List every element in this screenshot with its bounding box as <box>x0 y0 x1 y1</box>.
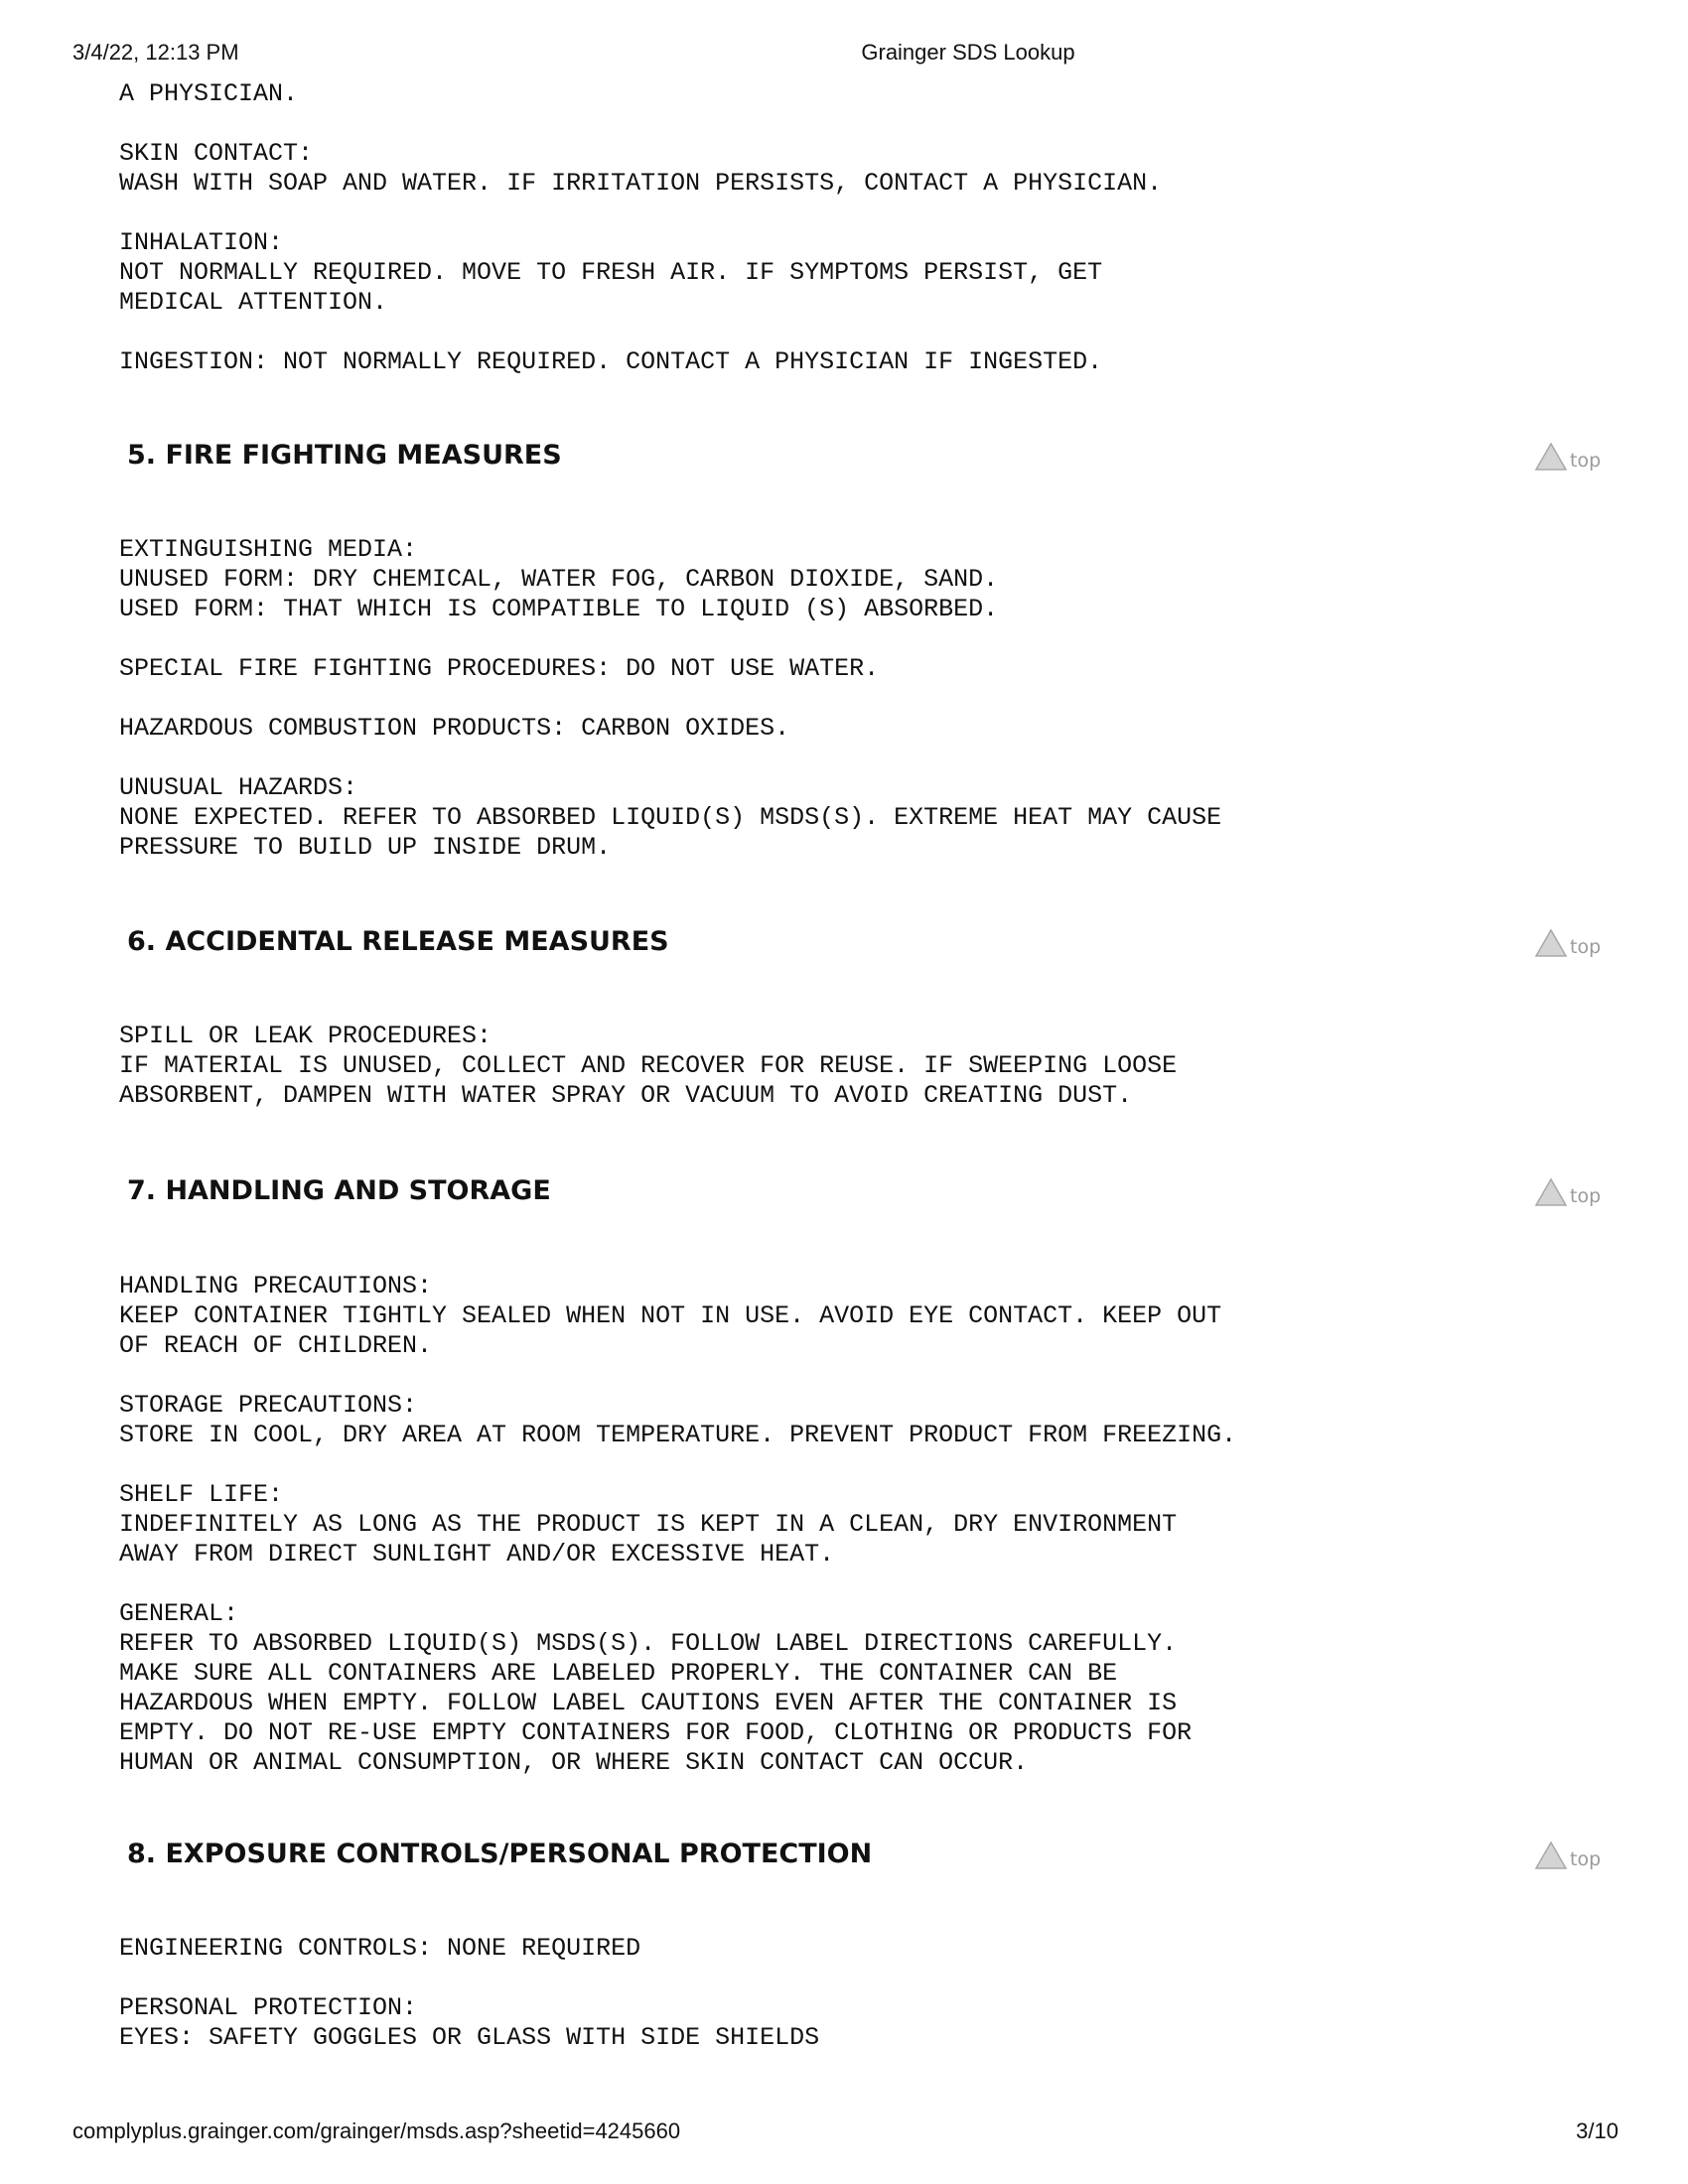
section-title-handling-storage: 7. HANDLING AND STORAGE <box>127 1175 551 1206</box>
back-to-top-label: top <box>1570 450 1602 472</box>
back-to-top-label: top <box>1570 936 1602 958</box>
triangle-up-icon <box>1534 928 1568 958</box>
section-title-accidental-release: 6. ACCIDENTAL RELEASE MEASURES <box>127 926 669 957</box>
section-title-exposure-controls: 8. EXPOSURE CONTROLS/PERSONAL PROTECTION <box>127 1839 873 1869</box>
back-to-top-link-8[interactable] <box>1534 1838 1604 1873</box>
print-footer-page-number: 3/10 <box>1576 2118 1618 2143</box>
section-body-fire-fighting: EXTINGUISHING MEDIA: UNUSED FORM: DRY CHEMICAL, WATER FOG, CARBON DIOXIDE, SAND. USED FORM: THAT WHICH IS COMPATIBLE TO LIQUID (S) ABSORBED. SPECIAL FIRE FIGHTING PROCEDURES: DO NOT USE WATER. HAZARDOUS COMBUSTION PRODUCTS: CARBON OXIDES. UNUSUAL HAZARDS: NONE EXPECTED. REFER TO ABSORBED LIQUID(S) MSDS(S). EXTREME HEAT MAY CAUSE PRESSURE TO BUILD UP INSIDE DRUM. <box>119 535 1222 862</box>
triangle-up-icon <box>1534 1177 1568 1207</box>
print-footer-url: complyplus.grainger.com/grainger/msds.asp?sheetid=4245660 <box>72 2118 681 2143</box>
section-body-handling-storage: HANDLING PRECAUTIONS: KEEP CONTAINER TIGHTLY SEALED WHEN NOT IN USE. AVOID EYE CONTACT. KEEP OUT OF REACH OF CHILDREN. STORAGE PRECAUTIONS: STORE IN COOL, DRY AREA AT ROOM TEMPERATURE. PREVENT PRODUCT FROM FREEZING. SHELF LIFE: INDEFINITELY AS LONG AS THE PRODUCT IS KEPT IN A CLEAN, DRY ENVIRONMENT AWAY FROM DIRECT SUNLIGHT AND/OR EXCESSIVE HEAT. GENERAL: REFER TO ABSORBED LIQUID(S) MSDS(S). FOLLOW LABEL DIRECTIONS CAREFULLY. MAKE SURE ALL CONTAINERS ARE LABELED PROPERLY. THE CONTAINER CAN BE HAZARDOUS WHEN EMPTY. FOLLOW LABEL CAUTIONS EVEN AFTER THE CONTAINER IS EMPTY. DO NOT RE-USE EMPTY CONTAINERS FOR FOOD, CLOTHING OR PRODUCTS FOR HUMAN OR ANIMAL CONSUMPTION, OR WHERE SKIN CONTACT CAN OCCUR. <box>119 1272 1237 1777</box>
first-aid-continued-text: A PHYSICIAN. SKIN CONTACT: WASH WITH SOAP AND WATER. IF IRRITATION PERSISTS, CONTACT A PHYSICIAN. INHALATION: NOT NORMALLY REQUIRED. MOVE TO FRESH AIR. IF SYMPTOMS PERSIST, GET MEDICAL ATTENTION. INGESTION: NOT NORMALLY REQUIRED. CONTACT A PHYSICIAN IF INGESTED. <box>119 79 1163 376</box>
section-title-fire-fighting: 5. FIRE FIGHTING MEASURES <box>127 440 562 471</box>
back-to-top-link-6[interactable] <box>1534 925 1604 961</box>
section-body-exposure-controls: ENGINEERING CONTROLS: NONE REQUIRED PERSONAL PROTECTION: EYES: SAFETY GOGGLES OR GLASS WITH SIDE SHIELDS <box>119 1934 820 2052</box>
back-to-top-link-7[interactable] <box>1534 1174 1604 1210</box>
back-to-top-link-5[interactable] <box>1534 439 1604 475</box>
triangle-up-icon <box>1534 442 1568 472</box>
back-to-top-label: top <box>1570 1185 1602 1207</box>
print-header-title: Grainger SDS Lookup <box>861 40 1075 65</box>
print-header-date: 3/4/22, 12:13 PM <box>72 40 239 65</box>
section-body-accidental-release: SPILL OR LEAK PROCEDURES: IF MATERIAL IS UNUSED, COLLECT AND RECOVER FOR REUSE. IF SWEEPING LOOSE ABSORBENT, DAMPEN WITH WATER SPRAY OR VACUUM TO AVOID CREATING DUST. <box>119 1022 1178 1110</box>
triangle-up-icon <box>1534 1841 1568 1870</box>
back-to-top-label: top <box>1570 1848 1602 1870</box>
